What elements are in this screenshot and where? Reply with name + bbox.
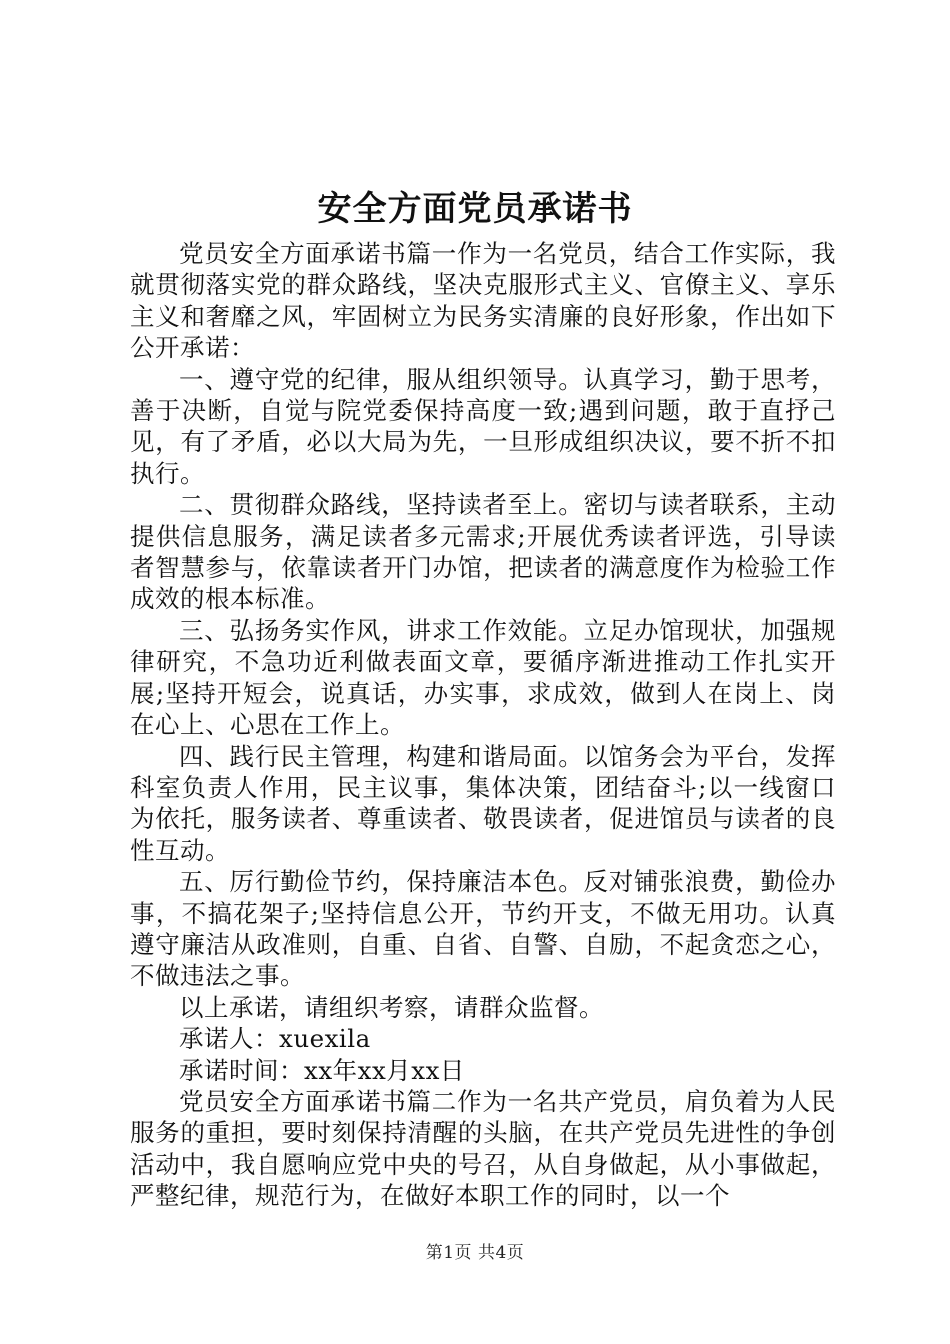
paragraph-point-2: 二、贯彻群众路线，坚持读者至上。密切与读者联系，主动提供信息服务，满足读者多元需求;开展优秀读者评选，引导读者智慧参与，依靠读者开门办馆，把读者的满意度作为检验工作成效的根本标准。 [130,490,836,614]
paragraph-signer: 承诺人：xuexila [179,1024,371,1054]
paragraph-point-3: 三、弘扬务实作风，讲求工作效能。立足办馆现状，加强规律研究，不急功近利做表面文章，要循序渐进推动工作扎实开展;坚持开短会，说真话，办实事，求成效，做到人在岗上、岗在心上、心思在工作上。 [130,615,836,740]
page-number-footer: 第1页 共4页 [425,1243,525,1263]
document-title: 安全方面党员承诺书 [317,189,633,229]
paragraph-date: 承诺时间：xx年xx月xx日 [179,1055,465,1085]
document-body [130,238,836,1212]
paragraph-point-4: 四、践行民主管理，构建和谐局面。以馆务会为平台，发挥科室负责人作用，民主议事，集体决策，团结奋斗;以一线窗口为依托，服务读者、尊重读者、敬畏读者，促进馆员与读者的良性互动。 [130,741,836,865]
paragraph-point-1: 一、遵守党的纪律，服从组织领导。认真学习，勤于思考，善于决断，自觉与院党委保持高度一致;遇到问题，敢于直抒己见，有了矛盾，必以大局为先，一旦形成组织决议，要不折不扣执行。 [130,364,836,488]
paragraph-closing: 以上承诺，请组织考察，请群众监督。 [179,992,604,1022]
paragraph-point-5: 五、厉行勤俭节约，保持廉洁本色。反对铺张浪费，勤俭办事，不搞花架子;坚持信息公开，节约开支，不做无用功。认真遵守廉洁从政准则，自重、自省、自警、自励，不起贪恋之心，不做违法之事。 [130,867,836,991]
paragraph-intro: 党员安全方面承诺书篇一作为一名党员，结合工作实际，我就贯彻落实党的群众路线，坚决克服形式主义、官僚主义、享乐主义和奢靡之风，牢固树立为民务实清廉的良好形象，作出如下公开承诺： [130,239,836,363]
paragraph-part-two: 党员安全方面承诺书篇二作为一名共产党员，肩负着为人民服务的重担，要时刻保持清醒的头脑，在共产党员先进性的争创活动中，我自愿响应党中央的号召，从自身做起，从小事做起，严整纪律，规范行为，在做好本职工作的同时，以一个 [130,1086,836,1211]
